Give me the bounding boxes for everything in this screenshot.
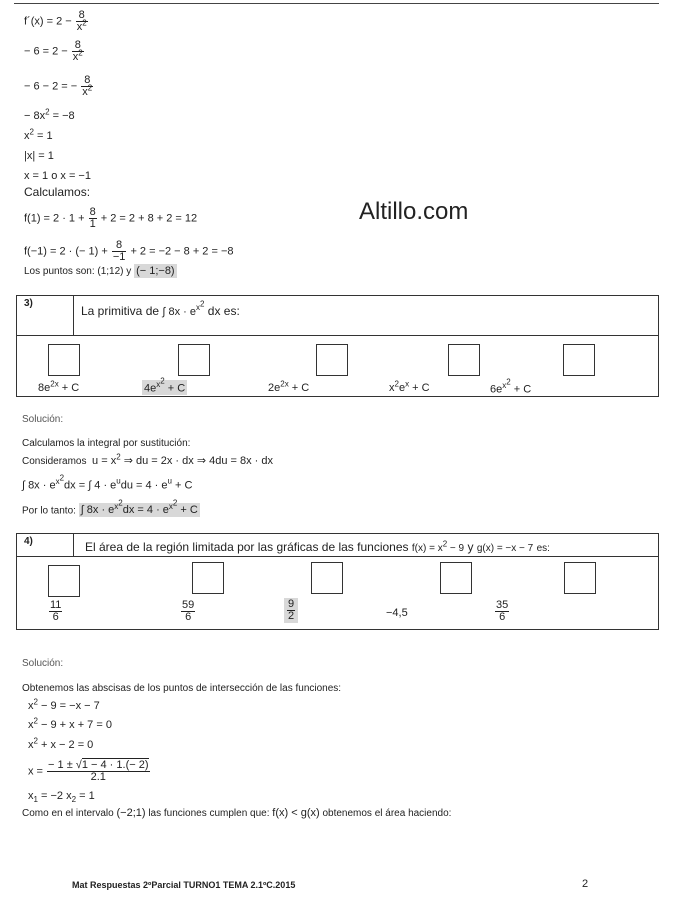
q3-option-5: $6e^{x^2} + C$ (490, 377, 532, 396)
q3-number: 3) (24, 298, 33, 309)
q3-option-3: $2e^{2x} + C$ (268, 379, 310, 394)
calculamos-label: Calculamos: (24, 185, 91, 199)
q3-question: La primitiva de ∫ $8x \cdot e^{x^2}$ dx es: (81, 299, 240, 318)
q4-sol-eq-2: $x^2 - 9 + x + 7 = 0$ (28, 716, 112, 731)
q4-option-1-checkbox[interactable] (48, 565, 80, 597)
q4-sol-last-line: Como en el intervalo (−2;1) las funciones cumplen que: f(x) < g(x) obtenemos el área haciendo: (22, 807, 452, 819)
derivation-line-1: f´(x) = 2 − $\frac{8}{x^2}$ (24, 9, 87, 33)
q3-option-2-checkbox[interactable] (178, 344, 210, 376)
f-of-minus-1: f(−1) = 2 · (− 1) + $\frac{8}{-1}$ + 2 = −2 − 8 + 2 = −8 (24, 239, 234, 263)
q4-option-1: $\frac{11}{6}$ (50, 599, 62, 623)
q4-solucion-label: Solución: (22, 658, 64, 669)
q3-option-4-checkbox[interactable] (448, 344, 480, 376)
q3-divider (73, 295, 74, 335)
q3-separator (16, 335, 659, 336)
q3-final-answer: ∫ $8x \cdot e^{x^2}dx = 4 \cdot e^{x^2} + C$ (80, 498, 198, 517)
q3-sol-line-4: Por lo tanto: ∫ $8x \cdot e^{x^2}dx = 4 \cdot e^{x^2} + C$ (22, 498, 198, 517)
q3-sol-line-3: ∫ $8x \cdot e^{x^2}dx$ = ∫ $4 \cdot e^udu = 4 \cdot e^u + C$ (22, 473, 193, 492)
q4-question: El área de la región limitada por las gráficas de las funciones $f(x) = x^2 - 9$ y g(x) = −x − 7 es: (85, 539, 550, 554)
q4-option-2: $\frac{59}{6}$ (182, 599, 195, 623)
q4-number: 4) (24, 536, 33, 547)
q4-sol-eq-3: $x^2 + x - 2 = 0$ (28, 736, 94, 751)
q3-sol-line-2: Consideramos $u = x^2$ ⇒ du = 2x · dx ⇒ 4du = 8x · dx (22, 452, 273, 467)
q4-sol-line-1: Obtenemos las abscisas de los puntos de intersección de las funciones: (22, 683, 342, 694)
derivation-line-7: x = 1 o x = −1 (24, 170, 91, 182)
q4-option-3: $\frac{9}{2}$ (284, 598, 298, 623)
q4-divider (73, 533, 74, 556)
top-rule (14, 3, 659, 4)
footer-title: Mat Respuestas 2ºParcial TURNO1 TEMA 2.1ºC.2015 (72, 880, 296, 890)
derivation-line-2: − 6 = 2 − $\frac{8}{x^2}$ (24, 39, 83, 63)
derivation-line-6: |x| = 1 (24, 150, 54, 162)
q3-solucion-label: Solución: (22, 414, 64, 425)
q4-option-4: −4,5 (386, 607, 408, 619)
watermark: Altillo.com (359, 198, 469, 225)
q4-option-2-checkbox[interactable] (192, 562, 224, 594)
q4-option-5: $\frac{35}{6}$ (496, 599, 509, 623)
derivation-line-3: − 6 − 2 = − $\frac{8}{x^2}$ (24, 74, 93, 98)
q3-option-2: $4e^{x^2} + C$ (144, 376, 186, 395)
f-of-1: f(1) = 2 · 1 + $\frac{8}{1}$ + 2 = 2 + 8 + 2 = 12 (24, 206, 198, 230)
q4-option-3-checkbox[interactable] (311, 562, 343, 594)
puntos-highlight: (− 1;−8) (136, 265, 175, 277)
q4-sol-eq-4: x = $\frac{- 1 \pm √1 - 4 \cdot 1.(- 2)}{2.1}$ (28, 759, 149, 783)
q4-option-5-checkbox[interactable] (564, 562, 596, 594)
q4-option-4-checkbox[interactable] (440, 562, 472, 594)
q3-option-1-checkbox[interactable] (48, 344, 80, 376)
q3-option-5-checkbox[interactable] (563, 344, 595, 376)
q3-sol-line-1: Calculamos la integral por sustitución: (22, 438, 191, 449)
derivation-line-4: − $8x^2 = -8$ (24, 107, 75, 122)
page-number: 2 (582, 878, 589, 890)
q4-sol-eq-1: $x^2 - 9 = -x - 7$ (28, 697, 100, 712)
puntos-line: Los puntos son: (1;12) y (− 1;−8) (24, 265, 175, 277)
derivation-line-5: $x^2 = 1$ (24, 127, 53, 142)
q4-sol-eq-5: $x_1 = -2$ $x_2 = 1$ (28, 790, 95, 805)
q3-option-1: $8e^{2x} + C$ (38, 379, 80, 394)
q4-separator (16, 556, 659, 557)
q3-option-4: $x^2e^x + C$ (389, 379, 430, 394)
q3-option-3-checkbox[interactable] (316, 344, 348, 376)
